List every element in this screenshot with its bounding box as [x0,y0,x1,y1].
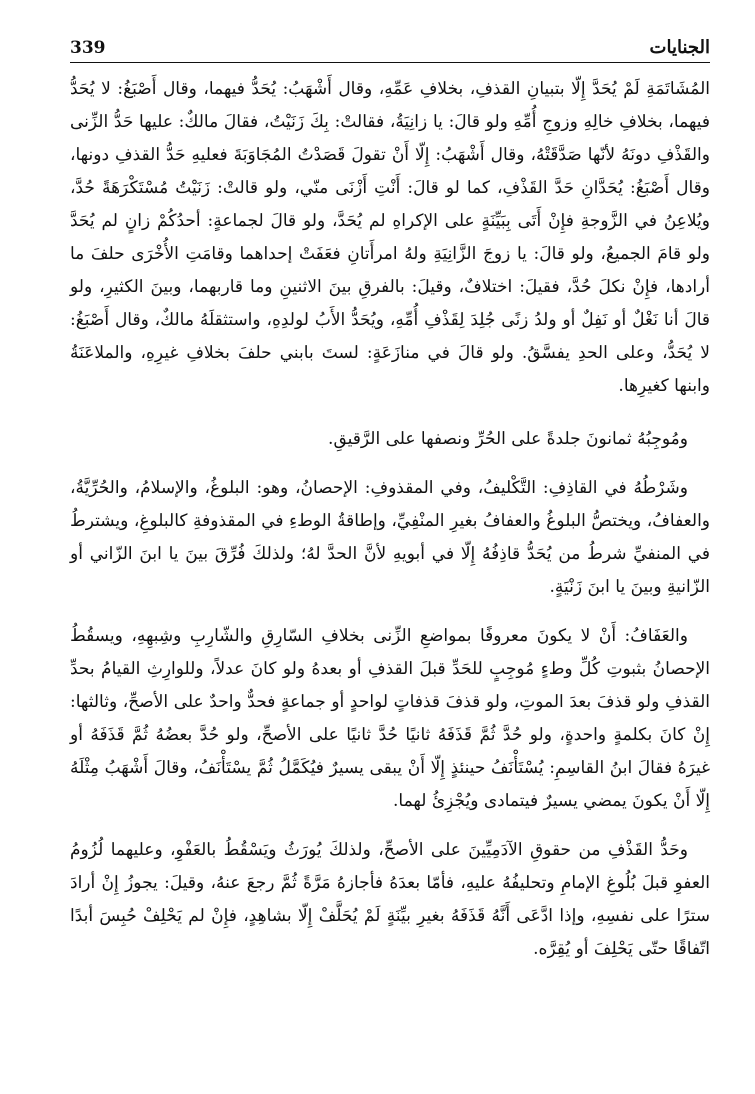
paragraph-1: المُشَاتَمَةِ لَمْ يُحَدَّ إِلّا بتبيانِ القذفِ، بخلافِ عَمِّهِ، وقال أَشْهَبُ: يُحَدُّ فيهما، وقال أَصْبَغُ: لا يُحَدُّ فيهما، بخلافِ خالِهِ وزوجِ أُمِّهِ ولو قالَ: يا زانِيَةُ، فقالتْ: بِكَ زَنَيْتُ، فقالَ مالكٌ: عليها حَدُّ الزِّنى والقَذْفِ دونَهُ لأنّها صَدَّقَتْهُ، وقال أَشْهَبُ: إِلّا أَنْ تقولَ قَصَدْتُ المُجَاوَبَةَ فعليهِ حَدُّ القذفِ دونها، وقال أَصْبَغُ: يُحَدَّانِ حَدَّ القَذْفِ، كما لو قالَ: أَنْتِ أَزْنَى منّي، ولو قالتْ: زَنَيْتُ مُسْتَكْرَهَةً حُدَّ، ويُلاعِنُ في الزَّوجةِ فإِنْ أَتَى بِبَيِّنَةٍ على الإكراهِ لم يُحَدَّ، ولو قالَ لجماعةٍ: أحدُكُمْ زانٍ لم يُحَدَّ ولو قامَ الجميعُ، ولو قالَ: يا زوجَ الزَّانِيَةِ ولهُ امرأَتانِ فعَفَتْ إحداهما وقامَتِ الأُخْرَى حلفَ ما أرادها، فإِنْ نكلَ حُدَّ، فقيلَ: اختلافٌ، وقيلَ: بالفرقِ بينَ الاثنينِ وما قاربهما، وبينَ الكثيرِ، ولو قالَ أنا نَغْلٌ أو نَفِلٌ أو ولدُ زنًى جُلِدَ لِقَذْفِ أُمِّهِ، ويُحَدُّ الأَبُ لولدِهِ، واستثقلَهُ مالكٌ، وقال أَصْبَغُ: لا يُحَدُّ، وعلى الحدِ يفسَّقُ. ولو قالَ في منازَعَةٍ: لستَ بابني حلفَ بخلافِ غيرِهِ، والملاعَنَةُ وابنها كغيرِها. [70,79,710,396]
chapter-title: الجنايات [649,37,710,58]
page-number: 339 [70,38,106,58]
running-header [70,28,710,63]
document-page [70,28,710,1068]
paragraph-5: وحَدُّ القَذْفِ من حقوقِ الآدَمِيِّينَ على الأصحِّ، ولذلكَ يُورَثُ ويَسْقُطُ بالعَفْوِ، وعليهما لُزُومُ العفوِ قبلَ بُلُوغِ الإمامِ وتحليفُهُ عليهِ، فأمّا بعدَهُ فأجازهُ مَرَّةً ثُمَّ رجعَ عنهُ، وقيلَ: يجوزُ إِنْ أرادَ سترًا على نفسِهِ، وإذا ادَّعَى أَنَّهُ قَذَفَهُ بغيرِ بيِّنَةٍ لَمْ يُحَلَّفْ إِلّا بشاهِدٍ، فإِنْ لم يَحْلِفْ حُبِسَ أبدًا اتّفاقًا حتّى يَحْلِفَ أو يُقِرَّه. [70,840,710,959]
paragraph-3: وشَرْطُهُ في القاذِفِ: التَّكْليفُ، وفي المقذوفِ: الإحصانُ، وهو: البلوغُ، والإسلامُ، والحُرِّيَّةُ، والعفافُ، ويختصُّ البلوغُ والعفافُ بغيرِ المنْفِيِّ، وإطاقةُ الوطءِ في المقذوفةِ كالبلوغِ، ويشترطُ في المنفيِّ شرطُ من يُحَدُّ قاذِفُهُ إِلّا في أبويهِ لأنَّ الحدَّ لهُ؛ ولذلكَ فُرِّقَ بينَ يا ابنَ الزّاني أو الزّانيةِ وبينَ يا ابنَ زَنْيَةٍ. [70,478,710,597]
paragraph-4: والعَفَافُ: أَنْ لا يكونَ معروفًا بمواضعِ الزِّنى بخلافِ السّارِقِ والشّارِبِ وشِبهِهِ، ويسقُطُ الإحصانُ بثبوتِ كُلِّ وطءٍ مُوجِبٍ للحَدِّ قبلَ القذفِ أو بعدهُ ولو كانَ عدلاً، وللوارِثِ القيامُ بحدِّ القذفِ ولو قذفَ بعدَ الموتِ، ولو قذفَ قذفاتٍ لواحدٍ أو جماعةٍ فحدٌّ واحدٌ على الأصحِّ، وثالثها: إِنْ كانَ بكلمةٍ واحدةٍ، ولو حُدَّ ثُمَّ قَذَفَهُ ثانيًا حُدَّ ثانيًا على الأصحِّ، ولو حُدَّ بعضُهُ ثُمَّ قَذَفَهُ أو غيرَهُ فقالَ ابنُ القاسِمِ: يُسْتَأْنَفُ حينئذٍ إِلّا أَنْ يبقى يسيرٌ فيُكَمَّلُ ثُمَّ يسْتَأْنَفُ، وقالَ أَشْهَبُ مِثْلَهُ إِلّا أَنْ يكونَ يمضي يسيرٌ فيتمادى ويُجْزِئُ لهما. [70,626,710,811]
paragraph-2: ومُوجِبُهُ ثمانونَ جلدةً على الحُرِّ ونصفها على الرَّقيقِ. [328,429,688,449]
